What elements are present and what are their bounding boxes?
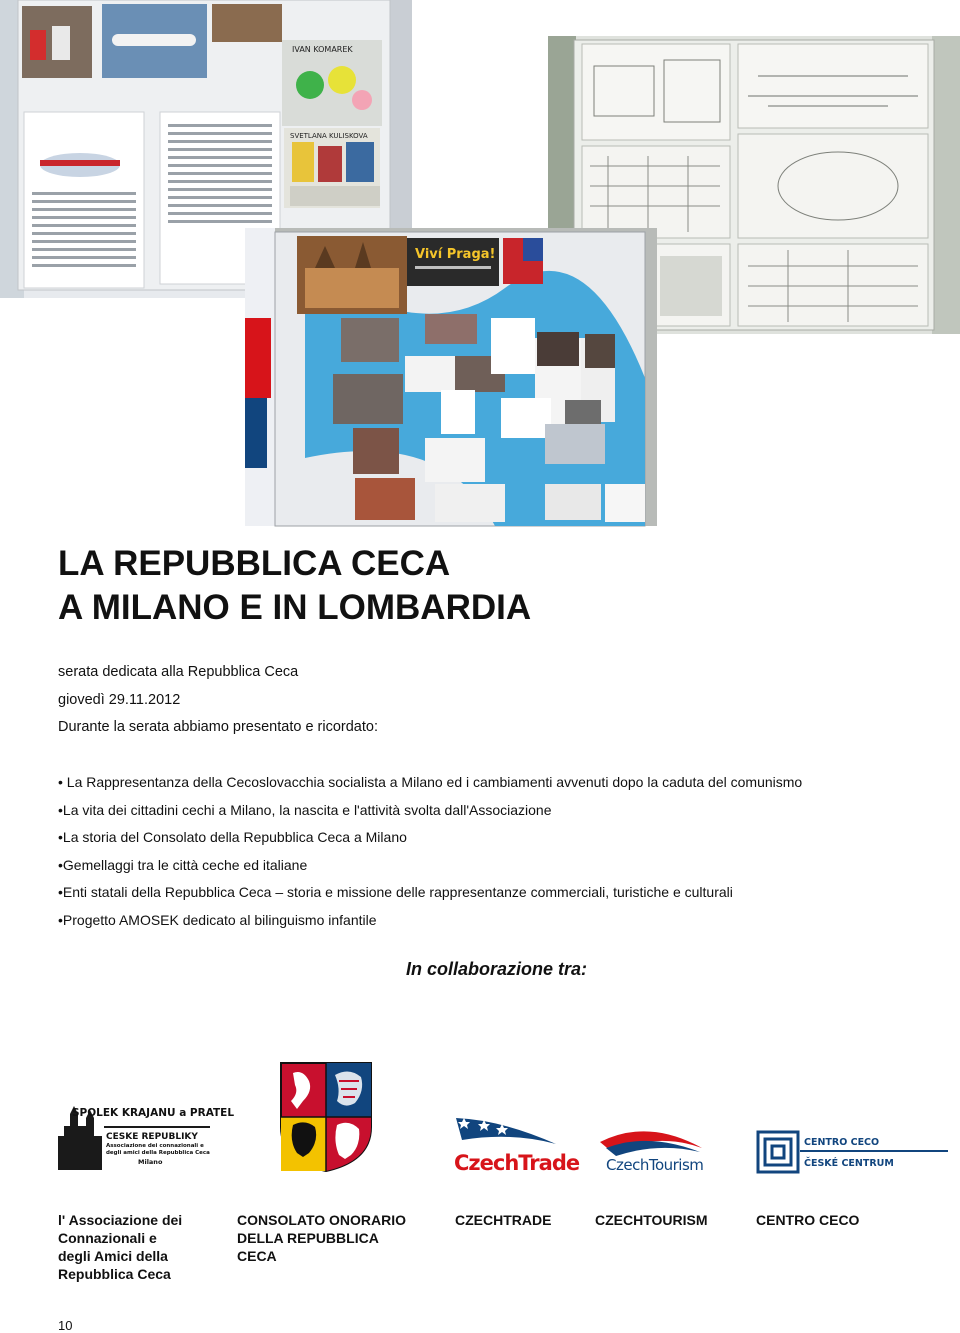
page-title [58, 542, 531, 630]
spolek-line-5: Milano [138, 1158, 163, 1166]
caption-associazione [58, 1211, 218, 1283]
spolek-logo-graphic [58, 1106, 235, 1170]
poster-komarek-label: IVAN KOMAREK [292, 45, 353, 54]
list-item: •Gemellaggi tra le città ceche ed italiane [58, 856, 308, 873]
czechtourism-wordmark: CzechTourism [606, 1156, 704, 1174]
czechtrade-logo [452, 1114, 580, 1175]
list-item: •Enti statali della Repubblica Ceca – storia e missione delle rappresentanze commerciali, turistiche e culturali [58, 884, 733, 900]
caption-associazione-line: l' Associazione dei [58, 1212, 183, 1228]
title-line-1: LA REPUBBLICA CECA [58, 544, 451, 583]
list-item: • La Rappresentanza della Cecoslovacchia socialista a Milano ed i cambiamenti avvenuti dopo la caduta del comunismo [58, 774, 803, 790]
coat-of-arms-icon [279, 1061, 373, 1173]
caption-associazione-line: Connazionali e [58, 1230, 157, 1246]
title-line-2: A MILANO E IN LOMBARDIA [58, 588, 532, 627]
spolek-logo [58, 1106, 235, 1170]
list-item: •Progetto AMOSEK dedicato al bilinguismo infantile [58, 911, 377, 928]
spolek-line-3: Associazione dei connazionali e [106, 1143, 204, 1149]
caption-consolato [237, 1211, 437, 1265]
caption-czechtourism: CZECHTOURISM [595, 1212, 708, 1228]
centro-ceco-line-2: ČESKÉ CENTRUM [804, 1158, 894, 1169]
poster-kuliskova-label: SVETLANA KULISKOVA [290, 132, 368, 140]
czechtourism-logo [598, 1124, 706, 1176]
poster-viva-praga-label: Viví Praga! [415, 247, 496, 262]
caption-consolato-line: CONSOLATO ONORARIO [237, 1212, 407, 1228]
caption-associazione-line: degli Amici della [58, 1248, 168, 1264]
intro-line-3: Durante la serata abbiamo presentato e ricordato: [58, 719, 378, 735]
list-item: •La storia del Consolato della Repubblica Ceca a Milano [58, 829, 407, 845]
caption-associazione-line: Repubblica Ceca [58, 1266, 171, 1282]
spolek-line-2: CESKE REPUBLIKY [106, 1132, 198, 1142]
intro-date: giovedì 29.11.2012 [58, 692, 181, 708]
czechtrade-wordmark: CzechTrade [454, 1151, 580, 1175]
czechtourism-logo-graphic [598, 1124, 706, 1176]
spolek-line-4: degli amici della Repubblica Ceca [106, 1150, 210, 1156]
collaboration-heading: In collaborazione tra: [406, 959, 588, 979]
photo-exhibition-center [245, 228, 657, 526]
topics-list [58, 773, 802, 938]
caption-centro-ceco: CENTRO CECO [756, 1212, 860, 1228]
list-item: •La vita dei cittadini cechi a Milano, la nascita e l'attività svolta dall'Associazione [58, 801, 552, 818]
caption-consolato-line: DELLA REPUBBLICA [237, 1230, 379, 1246]
spolek-line-1: SPOLEK KRAJANU a PRATEL [72, 1107, 235, 1119]
centro-ceco-logo [756, 1130, 950, 1176]
czechtrade-logo-graphic [452, 1114, 580, 1175]
page-number: 10 [58, 1318, 73, 1333]
caption-czechtrade: CZECHTRADE [455, 1212, 552, 1228]
photo-center-graphic [245, 228, 657, 526]
coat-of-arms-graphic [279, 1061, 373, 1173]
centro-ceco-line-1: CENTRO CECO [804, 1137, 880, 1148]
centro-ceco-logo-graphic [756, 1130, 950, 1176]
intro-line-1: serata dedicata alla Repubblica Ceca [58, 664, 299, 680]
caption-consolato-line: CECA [237, 1248, 277, 1264]
